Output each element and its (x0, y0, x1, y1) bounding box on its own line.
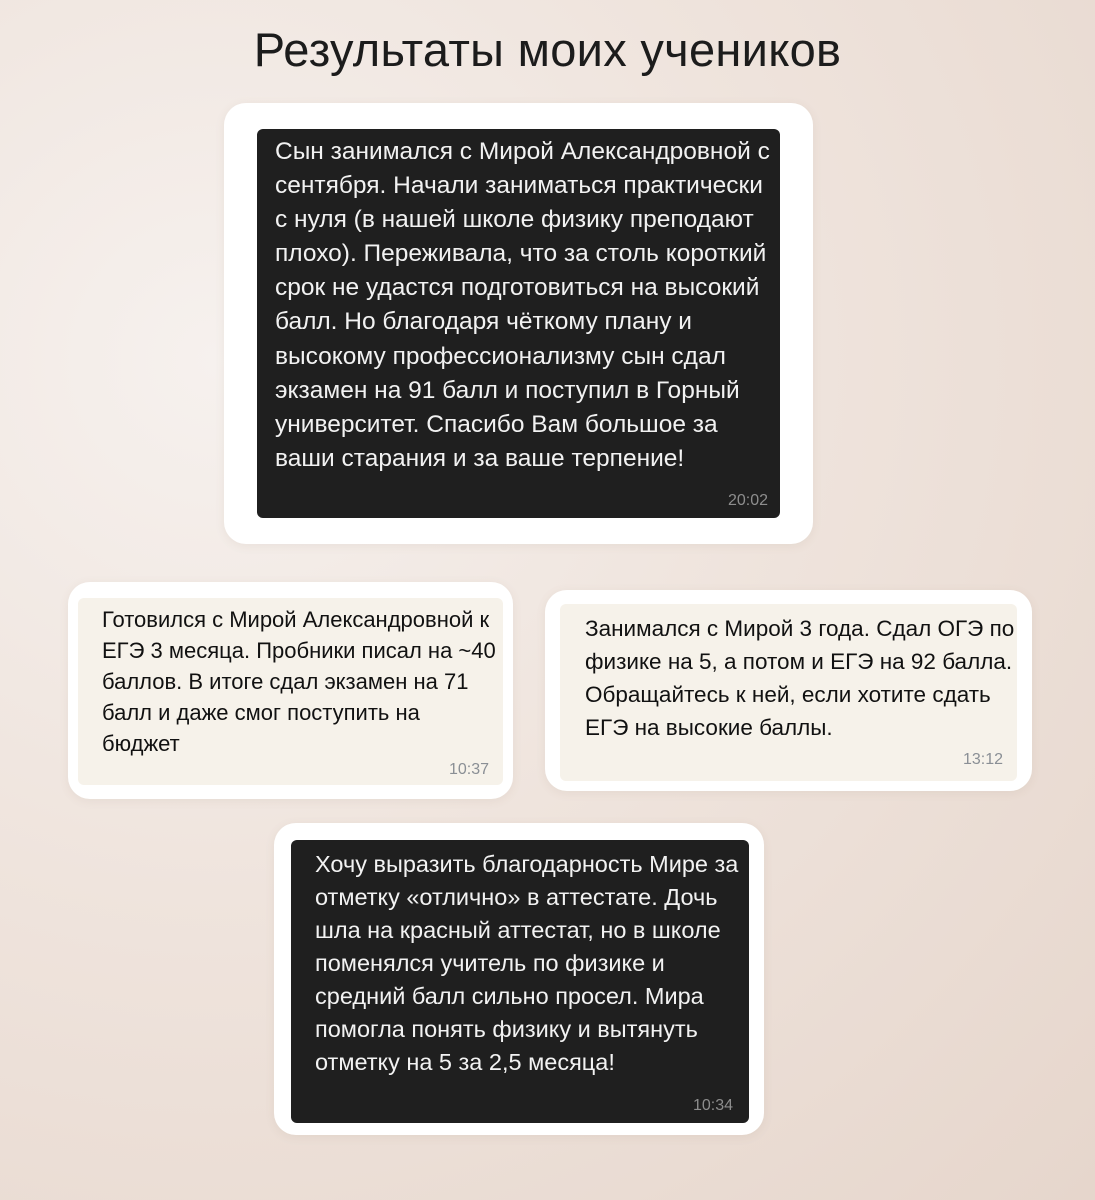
review-card (68, 582, 513, 799)
review-text: Хочу выразить благодарность Мире за отметку «отлично» в аттестате. Дочь шла на красный аттестат, но в школе поменялся учитель по физике и средний балл сильно просел. Мира помогла понять физику и вытянуть отметку на 5 за 2,5 месяца! (315, 851, 739, 1075)
review-card (224, 103, 813, 544)
message-bubble (78, 598, 503, 785)
message-time: 20:02 (727, 492, 768, 509)
message-time: 13:12 (962, 751, 1003, 768)
review-text: Готовился с Мирой Александровной к ЕГЭ 3 месяца. Пробники писал на ~40 баллов. В итоге сдал экзамен на 71 балл и даже смог поступить на бюджет (102, 607, 496, 756)
message-time: 10:34 (692, 1097, 733, 1114)
message-bubble (560, 604, 1017, 781)
review-text: Сын занимался с Мирой Александровной с сентября. Начали заниматься практически с нуля (в нашей школе физику преподают плохо). Переживала, что за столь короткий срок не удастся подготовиться на высокий балл. Но благодаря чёткому плану и высокому профессионализму сын сдал экзамен на 91 балл и поступил в Горный университет. Спасибо Вам большое за ваши старания и за ваше терпение! (275, 138, 770, 472)
message-bubble (257, 129, 780, 518)
message-bubble (291, 840, 749, 1123)
page-title: Результаты моих учеников (253, 23, 842, 76)
message-time: 10:37 (448, 761, 489, 778)
review-card (274, 823, 764, 1135)
review-text: Занимался с Мирой 3 года. Сдал ОГЭ по физике на 5, а потом и ЕГЭ на 92 балла. Обращайтесь к ней, если хотите сдать ЕГЭ на высокие баллы. (585, 616, 1015, 740)
review-card (545, 590, 1032, 791)
